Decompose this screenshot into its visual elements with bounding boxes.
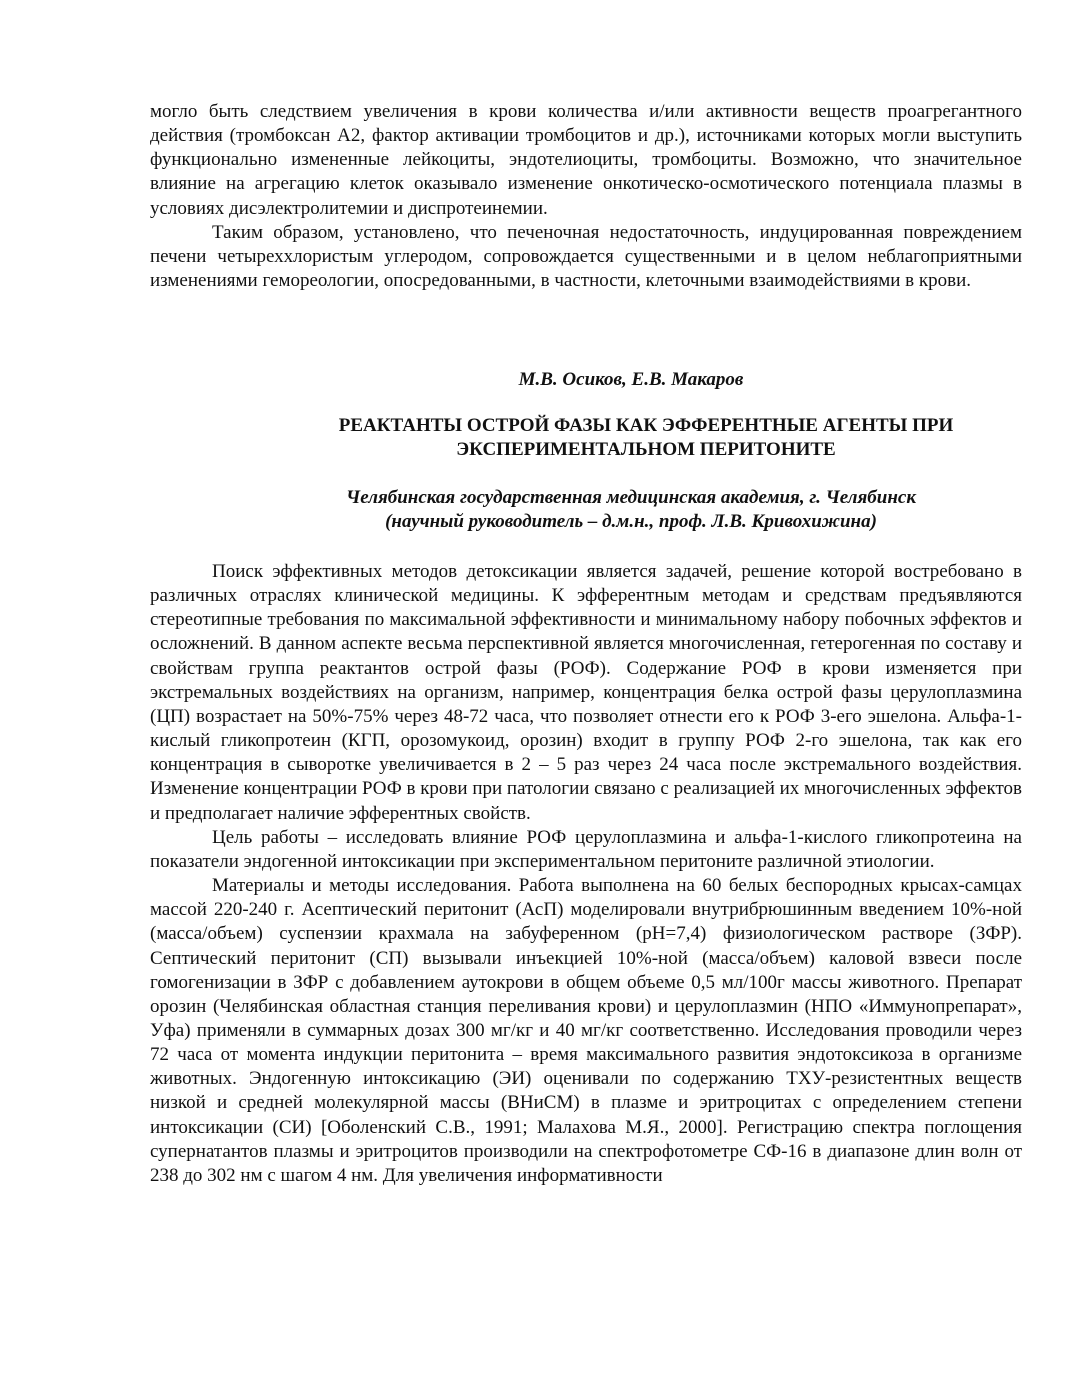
- continuation-paragraph-1: могло быть следствием увеличения в крови количества и/или активности веществ проагрегантного действия (тромбоксан А2, фактор активации тромбоцитов и др.), источниками которых могли выступить функционально измененные лейкоциты, эндотелиоциты, тромбоциты. Возможно, что значительное влияние на агрегацию клеток оказывало изменение онкотическо-осмотического потенциала плазмы в условиях дисэлектролитемии и диспротеинемии.: [150, 101, 1022, 219]
- article-affiliation: [150, 486, 1022, 534]
- article-title-line-2: ЭКСПЕРИМЕНТАЛЬНОМ ПЕРИТОНИТЕ: [456, 439, 836, 460]
- continuation-paragraph-2: Таким образом, установлено, что печеночная недостаточность, индуцированная повреждением печени четыреххлористым углеродом, сопровождается существенными и в целом неблагоприятными изменениями гемореологии, опосредованными, в частности, клеточными взаимодействиями в крови.: [150, 221, 1022, 292]
- article-authors: М.В. Осиков, Е.В. Макаров: [518, 369, 744, 390]
- continuation-text: [150, 100, 1022, 293]
- article-paragraph-3: Материалы и методы исследования. Работа выполнена на 60 белых беспородных крысах-самцах массой 220-240 г. Асептический перитонит (АсП) моделировали внутрибрюшинным введением 10%-ной (масса/объем) суспензии крахмала на забуференном (рН=7,4) физиологическом растворе (ЗФР). Септический перитонит (СП) вызывали инъекцией 10%-ной (масса/объем) каловой взвеси после гомогенизации в ЗФР с добавлением аутокрови в общем объеме 0,5 мл/100г массы животного. Препарат орозин (Челябинская областная станция переливания крови) и церулоплазмин (НПО «Иммунопрепарат», Уфа) применяли в суммарных дозах 300 мг/кг и 40 мг/кг соответственно. Исследования проводили через 72 часа от момента индукции перитонита – время максимального развития эндотоксикоза в организме животных. Эндогенную интоксикацию (ЭИ) оценивали по содержанию ТХУ-резистентных веществ низкой и средней молекулярной массы (ВНиСМ) в плазме и эритроцитах с определением степени интоксикации (СИ) [Оболенский С.В., 1991; Малахова М.Я., 2000]. Регистрацию спектра поглощения супернатантов плазмы и эритроцитов производили на спектрофотометре СФ-16 в диапазоне длин волн от 238 до 302 нм с шагом 4 нм. Для увеличения информативности: [150, 875, 1022, 1186]
- article-title: [150, 414, 1022, 462]
- affiliation-line-1: Челябинская государственная медицинская академия, г. Челябинск: [346, 487, 916, 508]
- affiliation-line-2: (научный руководитель – д.м.н., проф. Л.В. Кривохижина): [385, 511, 877, 532]
- article-title-line-1: РЕАКТАНТЫ ОСТРОЙ ФАЗЫ КАК ЭФФЕРЕНТНЫЕ АГЕНТЫ ПРИ: [338, 415, 954, 436]
- article-paragraph-2: Цель работы – исследовать влияние РОФ церулоплазмина и альфа-1-кислого гликопротеина на показатели эндогенной интоксикации при экспериментальном перитоните различной этиологии.: [150, 826, 1022, 872]
- article-body: [150, 560, 1022, 1188]
- article-paragraph-1: Поиск эффективных методов детоксикации является задачей, решение которой востребовано в различных отраслях клинической медицины. К эфферентным методам и средствам предъявляются стереотипные требования по максимальной эффективности и минимальному набору побочных эффектов и осложнений. В данном аспекте весьма перспективной является многочисленная, гетерогенная по составу и свойствам группа реактантов острой фазы (РОФ). Содержание РОФ в крови изменяется при экстремальных воздействиях на организм, например, концентрация белка острой фазы церулоплазмина (ЦП) возрастает на 50%-75% через 48-72 часа, что позволяет отнести его к РОФ 3-его эшелона. Альфа-1-кислый гликопротеин (КГП, орозомукоид, орозин) входит в группу РОФ 2-го эшелона, так как его концентрация в сыворотке увеличивается в 2 – 5 раз через 24 часа после экстремального воздействия. Изменение концентрации РОФ в крови при патологии связано с реализацией их многочисленных эффектов и предполагает наличие эфферентных свойств.: [150, 561, 1022, 824]
